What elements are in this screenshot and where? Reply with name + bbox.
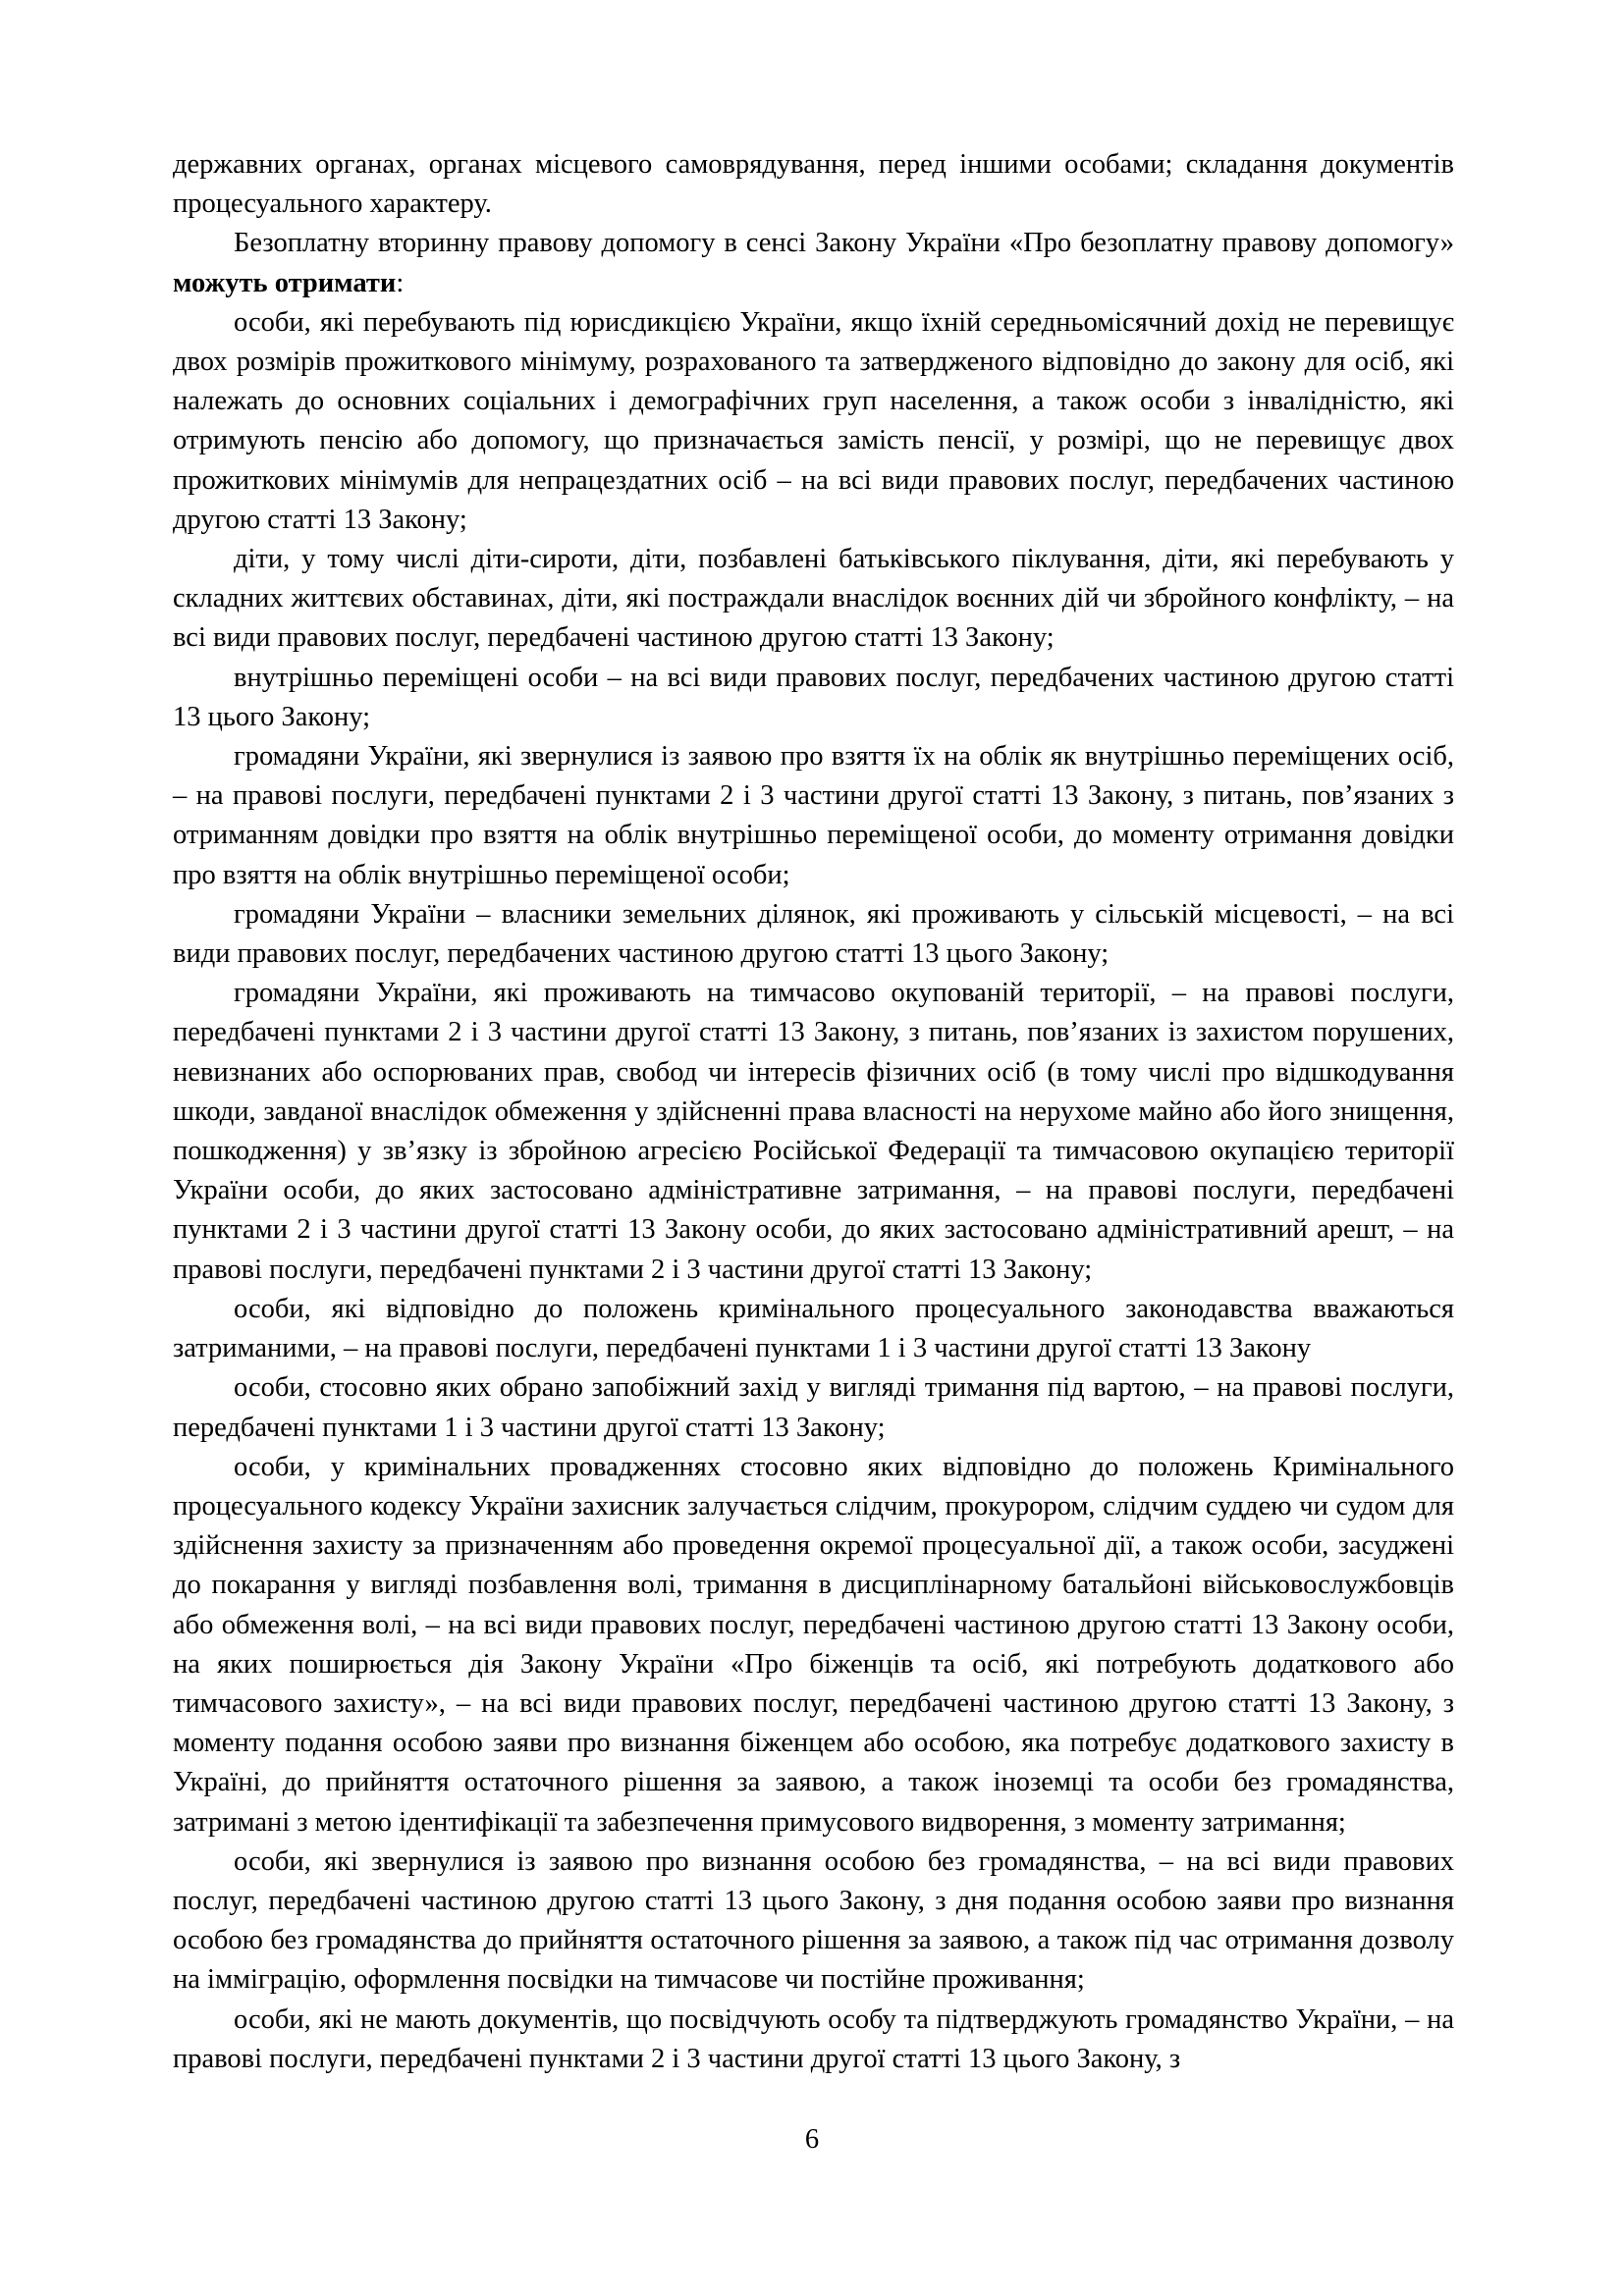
body-text: особи, які відповідно до положень кримінального процесуального законодавства вважаються затриманими, – на правові послуги, передбачені пунктами 1 і 3 частини другої статті 13 Закону: [173, 1293, 1454, 1364]
para-item-children: [173, 540, 1454, 659]
body-text: особи, які перебувають під юрисдикцією України, якщо їхній середньомісячний дохід не перевищує двох розмірів прожиткового мінімуму, розрахованого та затвердженого відповідно до закону для осіб, які належать до основних соціальних і демографічних груп населення, а також особи з інвалідністю, які отримують пенсію або допомогу, що призначається замість пенсії, у розмірі, що не перевищує двох прожиткових мінімумів для непрацездатних осіб – на всі види правових послуг, передбачених частиною другою статті 13 Закону;: [173, 306, 1454, 535]
body-text: особи, які не мають документів, що посвідчують особу та підтверджують громадянство України, – на правові послуги, передбачені пунктами 2 і 3 частини другої статті 13 цього Закону, з: [173, 2003, 1454, 2074]
body-text: громадяни України, які звернулися із заявою про взяття їх на облік як внутрішньо переміщених осіб, – на правові послуги, передбачені пунктами 2 і 3 частини другої статті 13 Закону, з питань, пов’язаних з отриманням довідки про взяття на облік внутрішньо переміщеної особи, до моменту отримання довідки про взяття на облік внутрішньо переміщеної особи;: [173, 741, 1454, 890]
para-item-occupied-territory: [173, 974, 1454, 1290]
document-body: [173, 145, 1454, 2079]
body-text: особи, які звернулися із заявою про визнання особою без громадянства, – на всі види правових послуг, передбачені частиною другою статті 13 цього Закону, з дня подання особою заяви про визнання особою без громадянства до прийняття остаточного рішення за заявою, а також під час отримання дозволу на імміграцію, оформлення посвідки на тимчасове чи постійне проживання;: [173, 1845, 1454, 1996]
emphasis-text: можуть отримати: [173, 267, 397, 298]
para-item-income: [173, 303, 1454, 540]
body-text: особи, стосовно яких обрано запобіжний захід у вигляді тримання під вартою, – на правові послуги, передбачені пунктами 1 і 3 частини другої статті 13 Закону;: [173, 1372, 1454, 1443]
para-item-idp: [173, 659, 1454, 737]
body-text: :: [396, 267, 405, 298]
body-text: особи, у кримінальних провадженнях стосовно яких відповідно до положень Кримінального процесуального кодексу України захисник залучається слідчим, прокурором, слідчим суддею чи судом для здійснення захисту за призначенням або проведення окремої процесуальної дії, а також особи, засуджені до покарання у вигляді позбавлення волі, тримання в дисциплінарному батальйоні військовослужбовців або обмеження волі, – на всі види правових послуг, передбачені частиною другою статті 13 Закону особи, на яких поширюється дія Закону України «Про біженців та осіб, які потребують додаткового або тимчасового захисту», – на всі види правових послуг, передбачені частиною другою статті 13 Закону, з моменту подання особою заяви про визнання біженцем або особою, яка потребує додаткового захисту в Україні, до прийняття остаточного рішення за заявою, а також іноземці та особи без громадянства, затримані з метою ідентифікації та забезпечення примусового видворення, з моменту затримання;: [173, 1451, 1454, 1838]
body-text: громадяни України, які проживають на тимчасово окупованій території, – на правові послуги, передбачені пунктами 2 і 3 частини другої статті 13 Закону, з питань, пов’язаних із захистом порушених, невизнаних або оспорюваних прав, свобод чи інтересів фізичних осіб (в тому числі про відшкодування шкоди, завданої внаслідок обмеження у здійсненні права власності на нерухоме майно або його знищення, пошкодження) у зв’язку із збройною агресією Російської Федерації та тимчасовою окупацією території України особи, до яких застосовано адміністративне затримання, – на правові послуги, передбачені пунктами 2 і 3 частини другої статті 13 Закону особи, до яких застосовано адміністративний арешт, – на правові послуги, передбачені пунктами 2 і 3 частини другої статті 13 Закону;: [173, 978, 1454, 1285]
para-item-landowners: [173, 895, 1454, 974]
body-text: державних органах, органах місцевого самоврядування, перед іншими особами; складання документів процесуального характеру.: [173, 149, 1454, 220]
para-item-detained: [173, 1290, 1454, 1368]
para-continuation: [173, 145, 1454, 224]
para-item-statelessness: [173, 1842, 1454, 2001]
page-number: 6: [804, 2124, 820, 2155]
para-intro-secondary-aid: [173, 224, 1454, 302]
body-text: Безоплатну вторинну правову допомогу в сенсі Закону України «Про безоплатну правову допомогу»: [234, 228, 1454, 259]
para-item-custody: [173, 1368, 1454, 1447]
body-text: внутрішньо переміщені особи – на всі види правових послуг, передбачених частиною другою статті 13 цього Закону;: [173, 662, 1454, 732]
para-item-criminal-proceedings: [173, 1448, 1454, 1842]
body-text: громадяни України – власники земельних ділянок, які проживають у сільській місцевості, – на всі види правових послуг, передбачених частиною другою статті 13 цього Закону;: [173, 898, 1454, 970]
para-item-no-documents: [173, 2001, 1454, 2079]
para-item-idp-applicants: [173, 737, 1454, 895]
body-text: діти, у тому числі діти-сироти, діти, позбавлені батьківського піклування, діти, які перебувають у складних життєвих обставинах, діти, які постраждали внаслідок воєнних дій чи збройного конфлікту, – на всі види правових послуг, передбачені частиною другою статті 13 Закону;: [173, 544, 1454, 654]
